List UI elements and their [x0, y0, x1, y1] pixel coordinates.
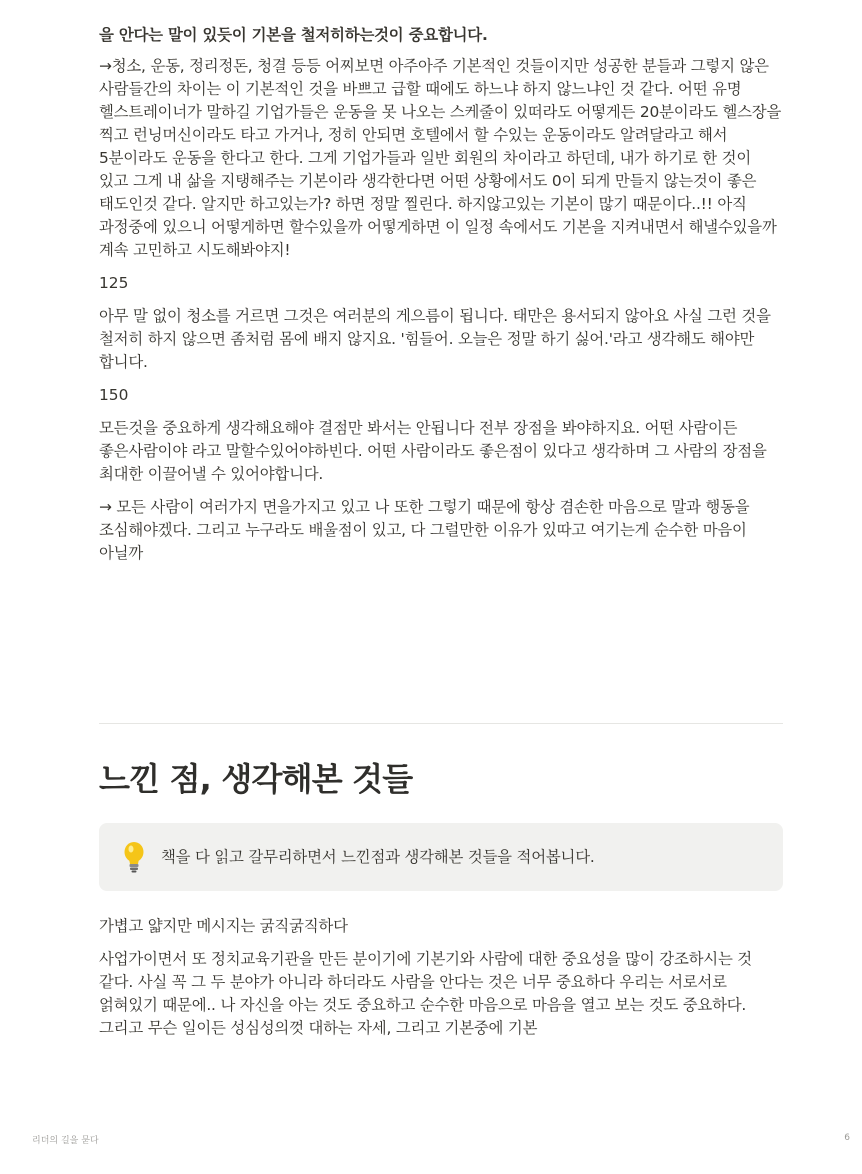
callout-box [99, 823, 783, 891]
footer-title: 리더의 길을 묻다 [32, 1136, 99, 1146]
section-divider [99, 723, 783, 724]
summary-line: 가볍고 얇지만 메시지는 굵직굵직하다 [99, 917, 348, 935]
intro-bold-text: 을 안다는 말이 있듯이 기본을 철저히하는것이 중요합니다. [99, 26, 488, 44]
reflection-paragraph-2: → 모든 사람이 여러가지 면을가지고 있고 나 또한 그렇기 때문에 항상 겸손한 마음으로 말과 행동을 조심해야겠다. 그리고 누구라도 배울점이 있고, 다 그럴만한 이유가 있따고 여기는게 순수한 마음이 아닐까 [99, 498, 750, 562]
quote-paragraph-150: 모든것을 중요하게 생각해요해야 결점만 봐서는 안됩니다 전부 장점을 봐야하지요. 어떤 사람이든 좋은사람이야 라고 말할수있어야하빈다. 어떤 사람이라도 좋은점이 있다고 생각하며 그 사람의 장점을 최대한 이끌어낼 수 있어야합니다. [99, 419, 767, 483]
summary-paragraph: 사업가이면서 또 정치교육기관을 만든 분이기에 기본기와 사람에 대한 중요성을 많이 강조하시는 것 같다. 사실 꼭 그 두 분야가 아니라 하더라도 사람을 안다는 것은 너무 중요하다 우리는 서로서로 얽혀있기 때문에.. 나 자신을 아는 것도 중요하고 순수한 마음으로 마음을 열고 보는 것도 중요하다. 그리고 무슨 일이든 성심성의껏 대하는 자세, 그리고 기본중에 기본 [99, 950, 752, 1037]
page-number-150: 150 [99, 386, 129, 404]
reflection-paragraph-1: →청소, 운동, 정리정돈, 청결 등등 어찌보면 아주아주 기본적인 것들이지만 성공한 분들과 그렇지 않은 사람들간의 차이는 이 기본적인 것을 바쁘고 급할 때에도 하느냐 하지 않느냐인 것 같다. 어떤 유명 헬스트레이너가 말하길 기업가들은 운동을 못 나오는 스케줄이 있떠라도 어떻게든 20분이라도 헬스장을 찍고 런닝머신이라도 타고 가거나, 정히 안되면 호텔에서 할 수있는 운동이라도 알려달라고 해서 5분이라도 운동을 한다고 한다. 그게 기업가들과 일반 회원의 차이라고 하던데, 내가 하기로 한 것이 있고 그게 내 삶을 지탱해주는 기본이라 생각한다면 어떤 상황에서도 0이 되게 만들지 않는것이 좋은 태도인것 같다. 알지만 하고있는가? 하면 정말 찔린다. 하지않고있는 기본이 많기 때문이다..!! 아직 과정중에 있으니 어떻게하면 할수있을까 어떻게하면 이 일정 속에서도 기본을 지켜내면서 해낼수있을까 계속 고민하고 시도해봐야지! [99, 57, 782, 259]
main-content [99, 24, 783, 575]
quote-paragraph-125: 아무 말 없이 청소를 거르면 그것은 여러분의 게으름이 됩니다. 태만은 용서되지 않아요 사실 그런 것을 철저히 하지 않으면 좀처럼 몸에 배지 않지요. '힘들어. 오늘은 정말 하기 싫어.'라고 생각해도 해야만 합니다. [99, 307, 771, 371]
summary-section [99, 915, 783, 1050]
footer-page-number: 6 [844, 1133, 850, 1143]
page-number-125: 125 [99, 274, 129, 292]
callout-text: 책을 다 읽고 갈무리하면서 느낀점과 생각해본 것들을 적어봅니다. [161, 847, 595, 866]
lightbulb-icon [121, 840, 147, 874]
section-heading: 느낀 점, 생각해본 것들 [99, 760, 413, 798]
